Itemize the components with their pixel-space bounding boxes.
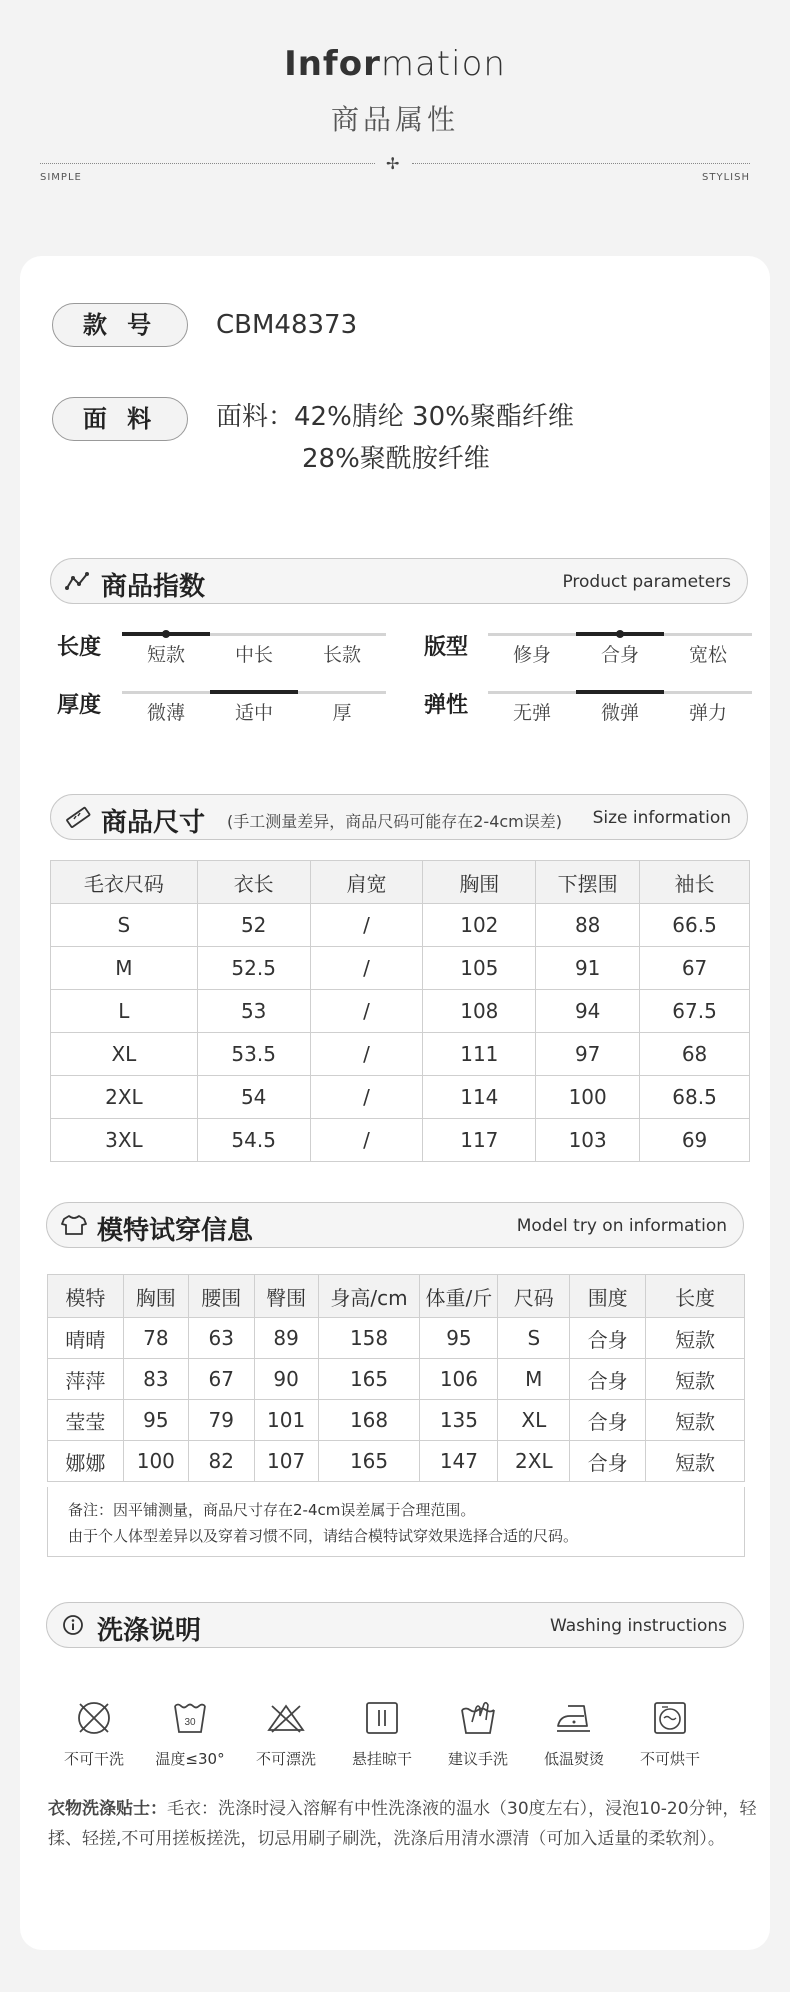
section-title-en-params: Product parameters [562, 572, 731, 592]
table-cell: 83 [123, 1359, 188, 1400]
table-cell: 莹莹 [48, 1400, 124, 1441]
section-title-en-wash: Washing instructions [549, 1616, 727, 1636]
table-cell: 3XL [51, 1119, 198, 1162]
page-subtitle: 商品属性 [330, 103, 459, 136]
table-cell: 53 [197, 990, 310, 1033]
table-cell: S [498, 1318, 570, 1359]
table-cell: 88 [536, 904, 640, 947]
table-cell: 娜娜 [48, 1441, 124, 1482]
param-selected-dot [616, 630, 624, 638]
table-cell: / [310, 1119, 423, 1162]
table-header-row [51, 861, 750, 904]
fabric-value-line2: 28%聚酰胺纤维 [302, 444, 490, 474]
table-header-cell: 长度 [646, 1275, 745, 1318]
wash-label: 不可烘干 [639, 1750, 700, 1768]
table-cell: 短款 [646, 1359, 745, 1400]
table-cell: 68 [640, 1033, 750, 1076]
table-row [51, 1033, 750, 1076]
section-title-en-model: Model try on information [516, 1216, 727, 1236]
table-row [48, 1359, 745, 1400]
no-bleach-icon [266, 1698, 306, 1738]
wash-30-icon [170, 1698, 210, 1738]
table-cell: 2XL [51, 1076, 198, 1119]
param-option: 厚 [332, 702, 352, 724]
section-header-size [50, 794, 748, 840]
table-cell: L [51, 990, 198, 1033]
fabric-value-line1: 面料：42%腈纶 30%聚酯纤维 [216, 402, 574, 432]
param-option: 修身 [512, 644, 551, 666]
param-option: 短款 [146, 644, 185, 666]
param-scale-thickness [122, 691, 386, 694]
ruler-icon [65, 806, 91, 828]
table-header-cell: 腰围 [188, 1275, 254, 1318]
shirt-icon [61, 1214, 87, 1236]
table-row [48, 1441, 745, 1482]
table-cell: 78 [123, 1318, 188, 1359]
table-cell: 114 [423, 1076, 536, 1119]
table-cell: 89 [254, 1318, 318, 1359]
model-table [47, 1274, 745, 1482]
table-cell: 54.5 [197, 1119, 310, 1162]
table-cell: 100 [536, 1076, 640, 1119]
table-header-row [48, 1275, 745, 1318]
model-note-line2: 由于个人体型差异以及穿着习惯不同，请结合模特试穿效果选择合适的尺码。 [68, 1527, 579, 1545]
param-option: 适中 [234, 702, 273, 724]
table-header-cell: 尺码 [498, 1275, 570, 1318]
no-tumble-dry-icon [650, 1698, 690, 1738]
section-title-params: 商品指数 [101, 572, 206, 602]
table-row [51, 947, 750, 990]
table-cell: 94 [536, 990, 640, 1033]
model-note-line1: 备注：因平铺测量，商品尺寸存在2-4cm误差属于合理范围。 [68, 1501, 476, 1519]
table-cell: 97 [536, 1033, 640, 1076]
washing-tips-label: 衣物洗涤贴士： [48, 1799, 167, 1819]
table-cell: 158 [318, 1318, 420, 1359]
param-option: 合身 [600, 644, 639, 666]
table-header-cell: 模特 [48, 1275, 124, 1318]
table-cell: 66.5 [640, 904, 750, 947]
low-iron-icon [554, 1698, 594, 1738]
table-cell: 合身 [570, 1359, 646, 1400]
table-cell: 54 [197, 1076, 310, 1119]
wash-item-no-dry-clean [46, 1698, 142, 1769]
info-circle-icon [61, 1614, 87, 1636]
param-label-fit: 版型 [424, 635, 469, 660]
table-cell: 晴晴 [48, 1318, 124, 1359]
table-cell: / [310, 990, 423, 1033]
table-cell: 短款 [646, 1441, 745, 1482]
table-cell: / [310, 904, 423, 947]
wash-item-temp [142, 1698, 238, 1769]
table-cell: 90 [254, 1359, 318, 1400]
table-cell: 101 [254, 1400, 318, 1441]
table-header-cell: 衣长 [197, 861, 310, 904]
wash-label: 建议手洗 [447, 1750, 508, 1768]
table-cell: / [310, 1033, 423, 1076]
table-row [48, 1318, 745, 1359]
fabric-label: 面 料 [52, 397, 188, 441]
table-cell: 短款 [646, 1400, 745, 1441]
table-cell: S [51, 904, 198, 947]
table-header-cell: 身高/cm [318, 1275, 420, 1318]
table-cell: 165 [318, 1441, 420, 1482]
section-header-wash [46, 1602, 744, 1648]
param-selected-segment [210, 690, 298, 694]
table-header-cell: 胸围 [423, 861, 536, 904]
table-cell: 68.5 [640, 1076, 750, 1119]
table-cell: / [310, 1076, 423, 1119]
table-cell: 63 [188, 1318, 254, 1359]
washing-tips [48, 1794, 764, 1854]
table-header-cell: 臀围 [254, 1275, 318, 1318]
table-cell: 106 [420, 1359, 498, 1400]
header-divider-right [412, 163, 750, 164]
param-option: 长款 [322, 644, 361, 666]
wash-item-hang-dry [334, 1698, 430, 1769]
section-title-wash: 洗涤说明 [97, 1616, 202, 1646]
table-cell: 100 [123, 1441, 188, 1482]
table-cell: 165 [318, 1359, 420, 1400]
table-cell: 111 [423, 1033, 536, 1076]
table-cell: 69 [640, 1119, 750, 1162]
table-cell: 合身 [570, 1441, 646, 1482]
size-measure-note: (手工测量差异，商品尺码可能存在2-4cm误差) [227, 812, 563, 831]
wash-label: 不可干洗 [63, 1750, 124, 1768]
table-cell: 萍萍 [48, 1359, 124, 1400]
param-option: 无弹 [512, 702, 551, 724]
washing-tips-text: 毛衣：洗涤时浸入溶解有中性洗涤液的温水（30度左右），浸泡10-20分钟，轻揉、轻搓,不可用搓板搓洗，切忌用刷子刷洗，洗涤后用清水漂清（可加入适量的柔软剂）。 [48, 1799, 757, 1849]
table-cell: M [51, 947, 198, 990]
table-cell: 135 [420, 1400, 498, 1441]
param-option: 中长 [234, 644, 273, 666]
param-label-length: 长度 [57, 635, 102, 660]
wash-item-hand-wash [430, 1698, 526, 1769]
table-header-cell: 胸围 [123, 1275, 188, 1318]
trend-line-icon [65, 570, 91, 592]
table-cell: 67.5 [640, 990, 750, 1033]
section-title-en-size: Size information [592, 808, 731, 828]
model-note-box [47, 1487, 745, 1557]
table-cell: 91 [536, 947, 640, 990]
param-option: 微薄 [146, 702, 185, 724]
svg-text:30: 30 [184, 1717, 196, 1728]
wash-item-no-tumble-dry [622, 1698, 718, 1769]
hand-wash-icon [458, 1698, 498, 1738]
param-scale-fit [488, 633, 752, 636]
table-cell: 82 [188, 1441, 254, 1482]
param-option: 弹力 [688, 702, 727, 724]
wash-label: 悬挂晾干 [351, 1750, 412, 1768]
size-table [50, 860, 750, 1162]
table-cell: 95 [420, 1318, 498, 1359]
table-cell: 67 [188, 1359, 254, 1400]
table-row [51, 1076, 750, 1119]
no-dry-clean-icon [74, 1698, 114, 1738]
param-label-thickness: 厚度 [57, 693, 102, 718]
table-header-cell: 袖长 [640, 861, 750, 904]
table-header-cell: 下摆围 [536, 861, 640, 904]
param-label-elasticity: 弹性 [424, 693, 469, 718]
table-cell: 短款 [646, 1318, 745, 1359]
table-cell: 52.5 [197, 947, 310, 990]
table-cell: / [310, 947, 423, 990]
table-row [51, 990, 750, 1033]
wash-label: 温度≤30° [155, 1750, 225, 1768]
table-cell: 67 [640, 947, 750, 990]
table-cell: 105 [423, 947, 536, 990]
section-header-model [46, 1202, 744, 1248]
table-header-cell: 体重/斤 [420, 1275, 498, 1318]
table-cell: 102 [423, 904, 536, 947]
style-number-value: CBM48373 [216, 310, 358, 340]
wash-label: 低温熨烫 [543, 1750, 604, 1768]
table-cell: 168 [318, 1400, 420, 1441]
wash-item-low-iron [526, 1698, 622, 1769]
header-divider-left [40, 163, 375, 164]
section-title-model: 模特试穿信息 [97, 1216, 254, 1246]
cross-ornament-icon: ✢ [386, 154, 400, 173]
table-cell: 147 [420, 1441, 498, 1482]
param-option: 宽松 [688, 644, 727, 666]
table-row [51, 904, 750, 947]
tag-simple: SIMPLE [40, 172, 82, 183]
section-title-size: 商品尺寸 [101, 808, 206, 838]
table-row [48, 1400, 745, 1441]
param-scale-length [122, 633, 386, 636]
table-cell: 合身 [570, 1400, 646, 1441]
table-cell: 108 [423, 990, 536, 1033]
page-title: Information [284, 44, 506, 84]
table-cell: 53.5 [197, 1033, 310, 1076]
table-row [51, 1119, 750, 1162]
table-cell: XL [498, 1400, 570, 1441]
style-number-label: 款 号 [52, 303, 188, 347]
table-header-cell: 围度 [570, 1275, 646, 1318]
table-header-cell: 毛衣尺码 [51, 861, 198, 904]
table-cell: 95 [123, 1400, 188, 1441]
table-cell: 79 [188, 1400, 254, 1441]
table-cell: M [498, 1359, 570, 1400]
param-scale-elasticity [488, 691, 752, 694]
table-cell: 合身 [570, 1318, 646, 1359]
param-selected-dot [162, 630, 170, 638]
table-cell: 2XL [498, 1441, 570, 1482]
table-cell: 117 [423, 1119, 536, 1162]
section-header-params [50, 558, 748, 604]
tag-stylish: STYLISH [702, 172, 750, 183]
table-header-cell: 肩宽 [310, 861, 423, 904]
wash-item-no-bleach [238, 1698, 334, 1769]
hang-dry-icon [362, 1698, 402, 1738]
table-cell: 107 [254, 1441, 318, 1482]
param-option: 微弹 [600, 702, 639, 724]
table-cell: XL [51, 1033, 198, 1076]
table-cell: 52 [197, 904, 310, 947]
wash-label: 不可漂洗 [255, 1750, 316, 1768]
param-selected-segment [576, 690, 664, 694]
table-cell: 103 [536, 1119, 640, 1162]
